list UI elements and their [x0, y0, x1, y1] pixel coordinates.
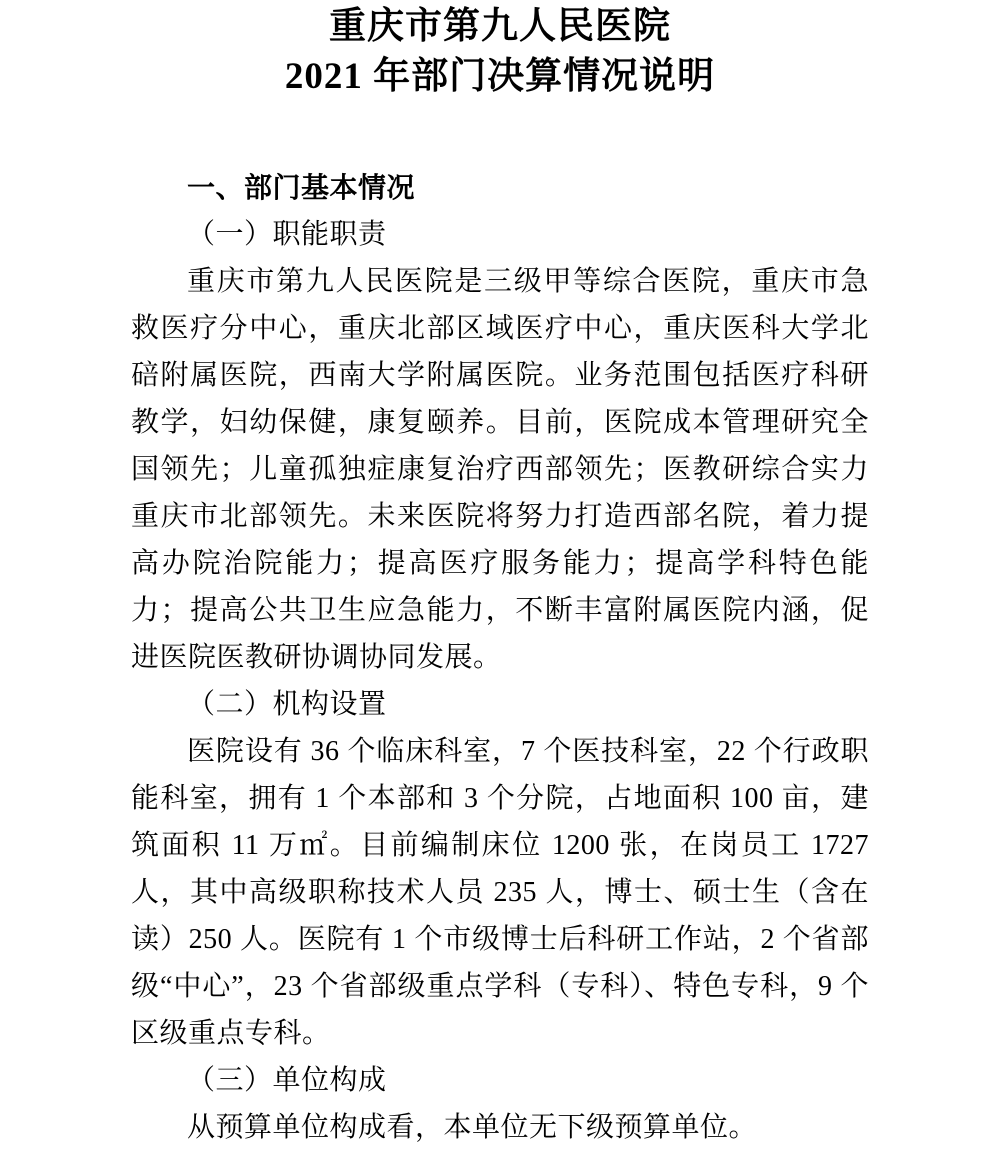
section-heading-basic-info: 一、部门基本情况 [187, 172, 416, 203]
paragraph-unit-composition: 从预算单位构成看，本单位无下级预算单位。 [187, 1112, 758, 1143]
paragraph-org-structure: 医院设有 36 个临床科室，7 个医技科室，22 个行政职能科室，拥有 1 个本部和 3 个分院，占地面积 100 亩，建筑面积 11 万㎡。目前编制床位 1200 张，在岗员工 1727 人，其中高级职称技术人员 235 人，博士、硕士生（含在读）250 人。医院有 1 个市级博士后科研工作站，2 个省部级“中心”，23 个省部级重点学科（专科）、特色专科，9 个区级重点专科。 [131, 736, 869, 1049]
document-body [131, 164, 869, 1151]
document-title-line-1: 重庆市第九人民医院 [329, 6, 671, 47]
subsection-heading-org-structure: （二）机构设置 [187, 689, 387, 720]
document-title-line-2: 2021 年部门决算情况说明 [284, 56, 716, 97]
subsection-heading-duties: （一）职能职责 [187, 219, 387, 250]
subsection-heading-unit-composition: （三）单位构成 [187, 1065, 387, 1096]
document-title [131, 2, 869, 102]
paragraph-duties: 重庆市第九人民医院是三级甲等综合医院，重庆市急救医疗分中心，重庆北部区域医疗中心，重庆医科大学北碚附属医院，西南大学附属医院。业务范围包括医疗科研教学，妇幼保健，康复颐养。目前，医院成本管理研究全国领先；儿童孤独症康复治疗西部领先；医教研综合实力重庆市北部领先。未来医院将努力打造西部名院，着力提高办院治院能力；提高医疗服务能力；提高学科特色能力；提高公共卫生应急能力，不断丰富附属医院内涵，促进医院医教研协调协同发展。 [131, 266, 869, 673]
